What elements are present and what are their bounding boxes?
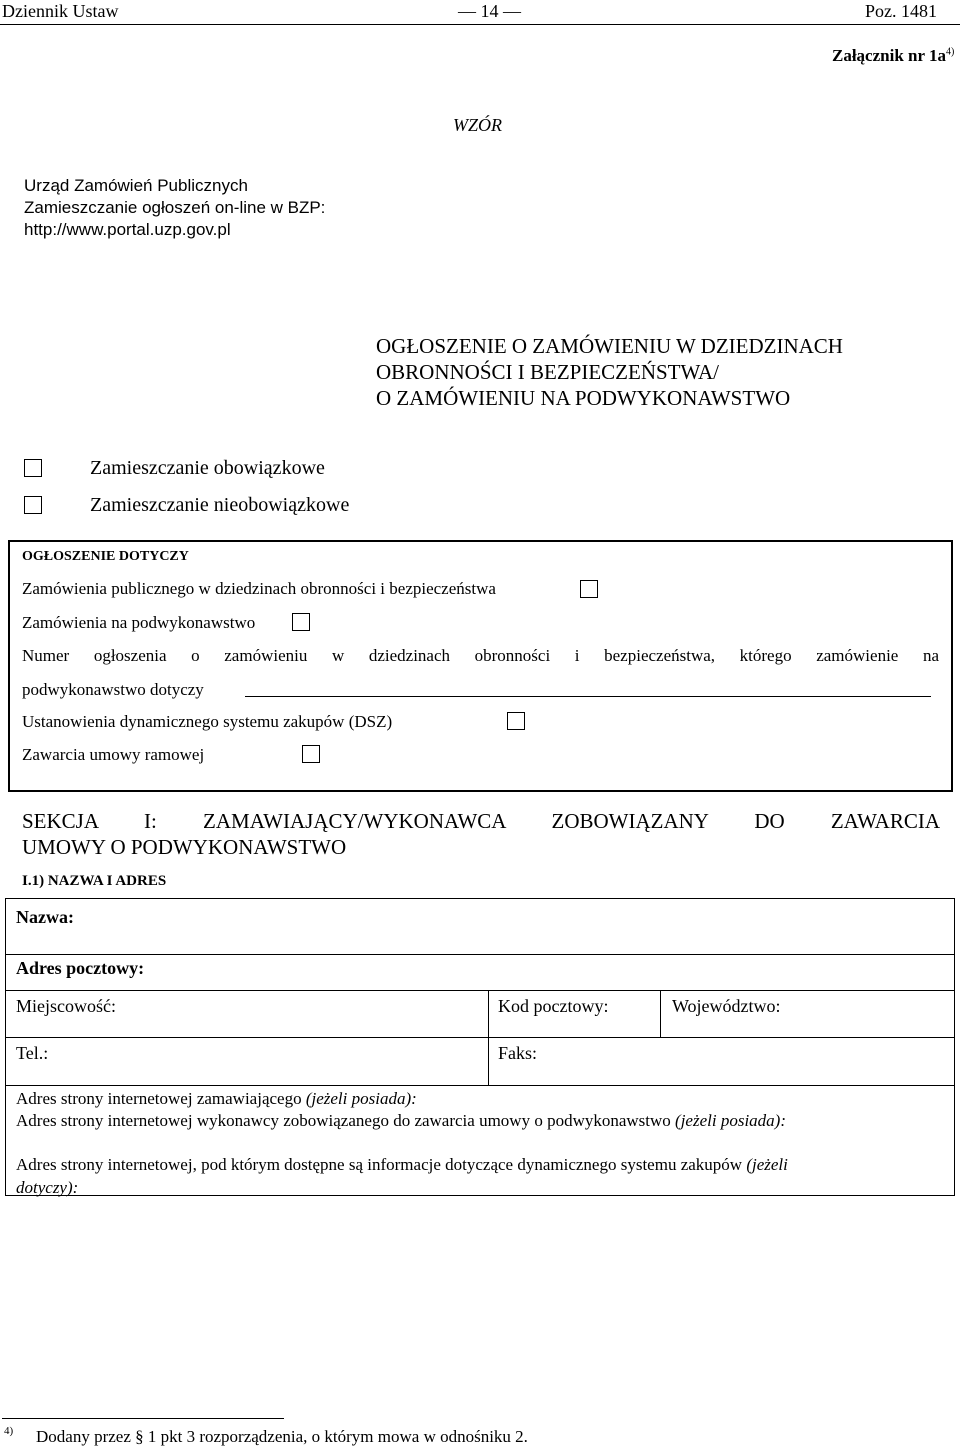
table-divider — [5, 954, 955, 955]
dsz-website-label: Adres strony internetowej, pod którym dostępne są informacje dotyczące dynamicznego systemu zakupów (jeżeli — [16, 1155, 788, 1174]
postal-address-label: Adres pocztowy: — [16, 958, 145, 978]
tel-label: Tel.: — [16, 1043, 49, 1063]
template-label: WZÓR — [453, 115, 502, 135]
section-subtitle: I.1) NAZWA I ADRES — [22, 873, 167, 889]
mandatory-checkbox[interactable] — [24, 459, 42, 477]
office-url: http://www.portal.uzp.gov.pl — [24, 220, 231, 239]
zip-label: Kod pocztowy: — [498, 996, 609, 1016]
position-number: Poz. 1481 — [865, 1, 937, 21]
contractor-website-label: Adres strony internetowej wykonawcy zobowiązanego do zawarcia umowy o podwykonawstwo (jeżeli posiada): — [16, 1111, 786, 1130]
option-dsz-label: Ustanowienia dynamicznego systemu zakupów (DSZ) — [22, 712, 393, 731]
name-label: Nazwa: — [16, 907, 74, 927]
annex-label: Załącznik nr $1a^{4)}$ — [832, 46, 955, 65]
table-divider — [5, 1085, 955, 1086]
journal-name: Dziennik Ustaw — [2, 1, 119, 21]
option-dsz-checkbox[interactable] — [507, 712, 525, 730]
notice-number-label-2: podwykonawstwo dotyczy — [22, 680, 204, 699]
page-number: — 14 — — [458, 1, 521, 21]
notice-number-label: Numer ogłoszenia o zamówieniu w dziedzinach obronności i bezpieczeństwa, którego zamówienie na — [22, 646, 939, 665]
option-framework-checkbox[interactable] — [302, 745, 320, 763]
mandatory-label: Zamieszczanie obowiązkowe — [90, 457, 325, 479]
announcement-heading: OGŁOSZENIE DOTYCZY — [22, 549, 189, 564]
section-title: SEKCJA I: ZAMAWIAJĄCY/WYKONAWCA ZOBOWIĄZANY DO ZAWARCIA UMOWY O PODWYKONAWSTWO — [22, 809, 940, 859]
option-subcontract-label: Zamówienia na podwykonawstwo — [22, 613, 256, 632]
option-defense-checkbox[interactable] — [580, 580, 598, 598]
optional-checkbox[interactable] — [24, 496, 42, 514]
table-divider — [5, 1037, 955, 1038]
option-framework-label: Zawarcia umowy ramowej — [22, 745, 205, 764]
table-divider — [5, 990, 955, 991]
city-label: Miejscowość: — [16, 996, 116, 1016]
office-block — [24, 175, 325, 241]
optional-label: Zamieszczanie nieobowiązkowe — [90, 494, 350, 516]
office-name: Urząd Zamówień Publicznych — [24, 176, 248, 195]
notice-number-field[interactable] — [245, 696, 931, 697]
contracting-website-label: Adres strony internetowej zamawiającego (jeżeli posiada): — [16, 1089, 417, 1108]
option-subcontract-checkbox[interactable] — [292, 613, 310, 631]
dsz-website-label-2: dotyczy): — [16, 1178, 79, 1197]
option-defense-label: Zamówienia publicznego w dziedzinach obronności i bezpieczeństwa — [22, 579, 496, 598]
footnote-separator — [2, 1418, 284, 1419]
footnote-text: Dodany przez § 1 pkt 3 rozporządzenia, o którym mowa w odnośniku 2. — [36, 1427, 528, 1446]
footnote-mark: 4) — [4, 1425, 14, 1437]
address-table — [5, 898, 955, 1196]
table-divider — [660, 990, 661, 1037]
office-subtitle: Zamieszczanie ogłoszeń on-line w BZP: — [24, 198, 326, 217]
fax-label: Faks: — [498, 1043, 538, 1063]
voivodeship-label: Województwo: — [672, 996, 781, 1016]
document-title: OGŁOSZENIE O ZAMÓWIENIU W DZIEDZINACH OBRONNOŚCI I BEZPIECZEŃSTWA/ O ZAMÓWIENIU NA PODWYKONAWSTWO — [376, 334, 843, 410]
page-header — [0, 0, 960, 25]
